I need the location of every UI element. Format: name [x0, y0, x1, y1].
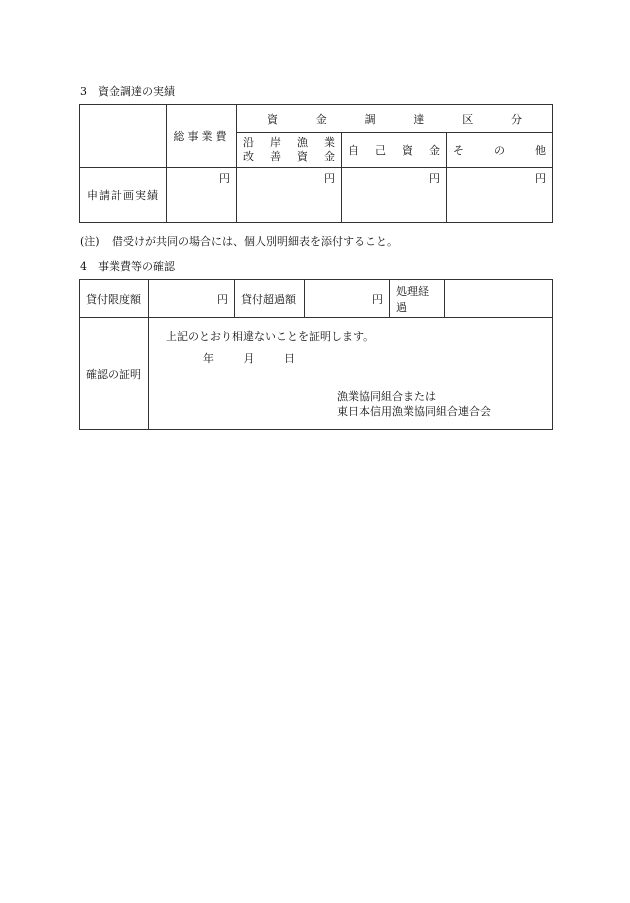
own-fund-yen: 円 [342, 168, 447, 223]
other-header [447, 133, 553, 168]
note-prefix: (注) [80, 235, 100, 248]
section4-title: 事業費等の確認 [98, 260, 175, 273]
other-yen: 円 [447, 168, 553, 223]
header-char: 資 [402, 144, 413, 157]
coastal-fund-yen: 円 [237, 168, 342, 223]
confirmation-statement: 上記のとおり相違ないことを証明します。 [166, 330, 375, 343]
date-year: 年 [203, 352, 214, 365]
header-char: 善 [270, 150, 281, 163]
header-char: 調 [364, 112, 376, 126]
header-char: 岸 [270, 136, 281, 149]
loan-excess-label: 貸付超過額 [235, 280, 305, 318]
own-fund-header [342, 133, 447, 168]
note [80, 233, 398, 249]
header-char: 分 [510, 112, 522, 126]
header-char: 業 [324, 136, 335, 149]
confirmation-table [79, 279, 553, 430]
section4-heading [80, 258, 175, 274]
header-char: 沿 [243, 136, 254, 149]
blank-corner-cell [80, 105, 167, 168]
header-char: 達 [413, 112, 425, 126]
organization-line1: 漁業協同組合または [337, 390, 436, 403]
other-text [453, 142, 546, 158]
coastal-fund-line1 [243, 136, 335, 150]
date-month: 月 [243, 352, 255, 365]
header-char: 改 [243, 150, 254, 163]
coastal-fund-line2 [243, 150, 335, 164]
funding-category-text [267, 111, 522, 127]
header-char: の [494, 144, 505, 157]
funding-category-header [237, 105, 553, 133]
header-char: 資 [267, 112, 278, 126]
header-char: 金 [429, 144, 440, 157]
application-plan-label: 申請計画実績 [80, 168, 167, 223]
section4-number: 4 [80, 260, 87, 273]
loan-limit-label: 貸付限度額 [80, 280, 149, 318]
own-fund-text [348, 142, 440, 158]
date-day: 日 [284, 352, 295, 365]
header-char: 区 [462, 112, 474, 126]
loan-excess-yen: 円 [305, 280, 390, 318]
confirmation-date [203, 350, 295, 366]
header-char: 資 [297, 150, 308, 163]
organization-line2: 東日本信用漁業協同組合連合会 [337, 405, 491, 418]
loan-limit-yen: 円 [149, 280, 235, 318]
header-char: 己 [375, 144, 386, 157]
note-text: 借受けが共同の場合には、個人別明細表を添付すること。 [112, 235, 398, 248]
process-label: 処理経過 [390, 280, 445, 318]
section3-heading [80, 83, 175, 99]
section3-title: 資金調達の実績 [98, 85, 175, 98]
confirmation-label: 確認の証明 [80, 318, 149, 430]
header-char: 漁 [297, 136, 308, 149]
total-cost-yen: 円 [167, 168, 237, 223]
funding-table [79, 104, 553, 223]
header-char: 金 [324, 150, 335, 163]
coastal-fund-header [237, 133, 342, 168]
header-char: 他 [535, 144, 546, 157]
confirmation-body [149, 318, 553, 430]
total-cost-header: 総事業費 [167, 105, 237, 168]
header-char: 金 [315, 112, 327, 126]
header-char: 自 [348, 144, 359, 157]
section3-number: 3 [80, 85, 87, 98]
header-char: そ [453, 144, 464, 157]
process-value-cell [445, 280, 553, 318]
